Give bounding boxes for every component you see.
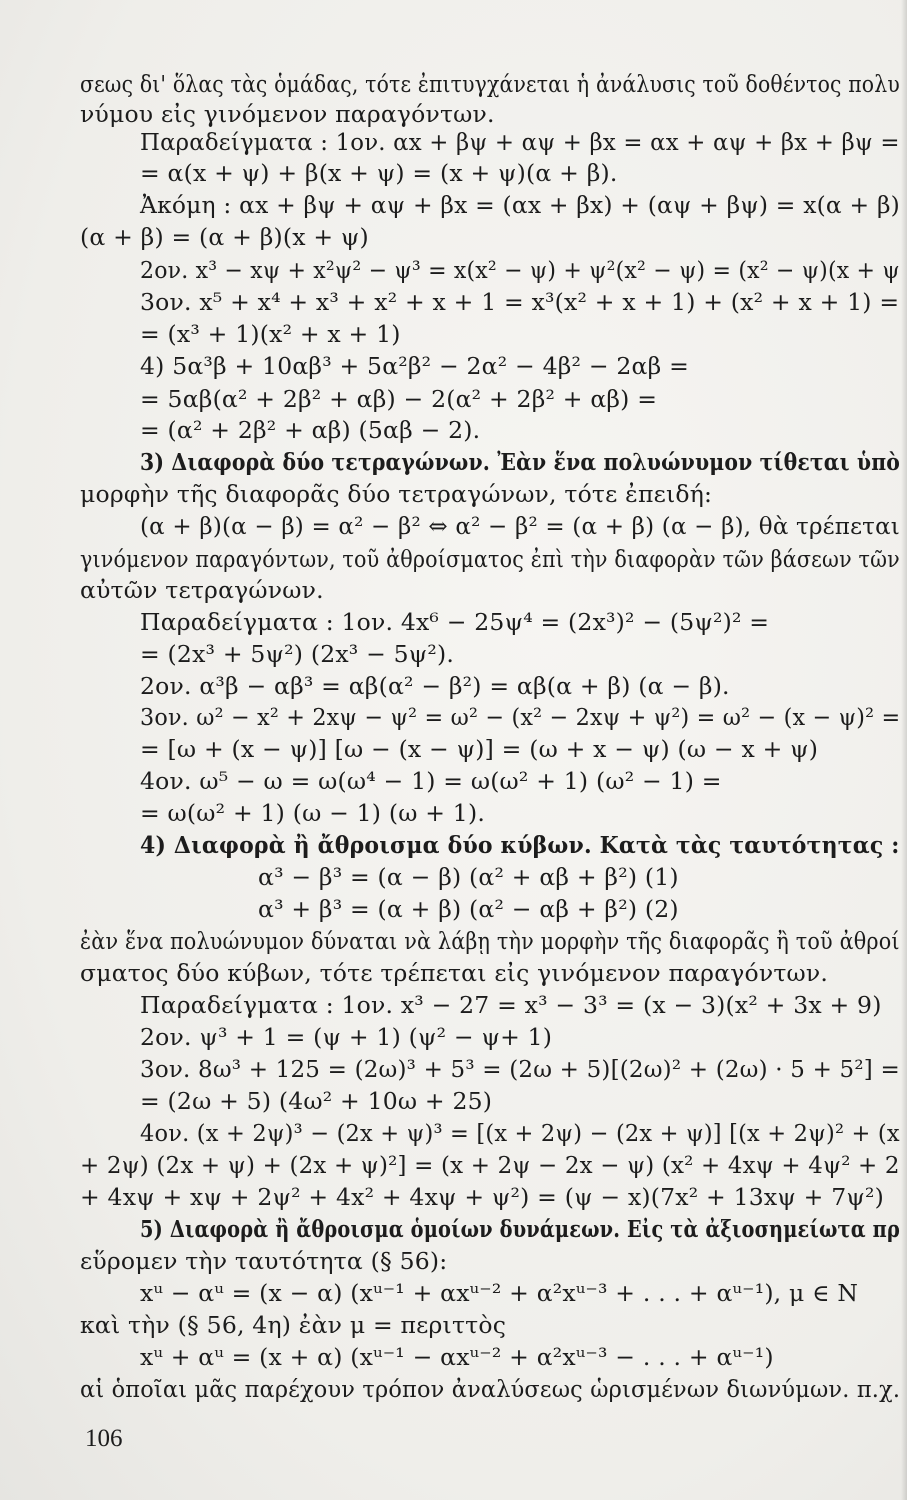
- equation-line: (α + β)(α − β) = α² − β² ⇔ α² − β² = (α + β) (α − β), θὰ τρέπεται: [140, 512, 901, 540]
- equation-line: (α + β) = (α + β)(x + ψ): [80, 223, 369, 251]
- identity-line: xᵘ + αᵘ = (x + α) (xᵘ⁻¹ − αxᵘ⁻² + α²xᵘ⁻³ − . . . + αᵘ⁻¹): [140, 1343, 774, 1371]
- identity-line: α³ − β³ = (α − β) (α² + αβ + β²) (1): [258, 863, 679, 891]
- text-line: ἐὰν ἕνα πολυώνυμον δύναται νὰ λάβῃ τὴν μορφὴν τῆς διαφορᾶς ἢ τοῦ ἀθροί: [80, 927, 900, 955]
- equation-line: = (2ω + 5) (4ω² + 10ω + 25): [140, 1087, 493, 1115]
- text-line: γινόμενον παραγόντων, τοῦ ἀθροίσματος ἐπὶ τὴν διαφορὰν τῶν βάσεων τῶν: [80, 545, 900, 573]
- page-edge-shadow: [901, 0, 907, 1500]
- identity-line: xᵘ − αᵘ = (x − α) (xᵘ⁻¹ + αxᵘ⁻² + α²xᵘ⁻³ + . . . + αᵘ⁻¹), μ ∈ N: [140, 1279, 859, 1307]
- examples-line: Παραδείγματα : 1ον. x³ − 27 = x³ − 3³ = (x − 3)(x² + 3x + 9): [140, 991, 882, 1019]
- equation-line: 2ον. ψ³ + 1 = (ψ + 1) (ψ² − ψ+ 1): [140, 1023, 553, 1051]
- equation-line: 4) 5α³β + 10αβ³ + 5α²β² − 2α² − 4β² − 2αβ =: [140, 352, 689, 380]
- equation-line: Ἀκόμη : αx + βψ + αψ + βx = (αx + βx) + (αψ + βψ) = x(α + β): [140, 191, 900, 219]
- equation-line: = (2x³ + 5ψ²) (2x³ − 5ψ²).: [140, 640, 455, 668]
- text-line: νύμου εἰς γινόμενον παραγόντων.: [80, 100, 495, 128]
- examples-line: Παραδείγματα : 1ον. 4x⁶ − 25ψ⁴ = (2x³)² − (5ψ²)² =: [140, 608, 770, 636]
- page-number: 106: [85, 1425, 123, 1452]
- text-line: σματος δύο κύβων, τότε τρέπεται εἰς γινόμενον παραγόντων.: [80, 959, 829, 987]
- identity-line: α³ + β³ = (α + β) (α² − αβ + β²) (2): [258, 895, 679, 923]
- equation-line: 3ον. ω² − x² + 2xψ − ψ² = ω² − (x² − 2xψ + ψ²) = ω² − (x − ψ)² =: [140, 703, 901, 731]
- text-line: μορφὴν τῆς διαφορᾶς δύο τετραγώνων, τότε ἐπειδή:: [80, 480, 713, 508]
- equation-line: = (x³ + 1)(x² + x + 1): [140, 320, 401, 348]
- equation-line: + 2ψ) (2x + ψ) + (2x + ψ)²] = (x + 2ψ − 2x − ψ) (x² + 4xψ + 4ψ² + 2: [80, 1151, 900, 1179]
- equation-line: 4ον. ω⁵ − ω = ω(ω⁴ − 1) = ω(ω² + 1) (ω² − 1) =: [140, 767, 722, 795]
- equation-line: = ω(ω² + 1) (ω − 1) (ω + 1).: [140, 799, 485, 827]
- equation-line: = (α² + 2β² + αβ) (5αβ − 2).: [140, 416, 481, 444]
- equation-line: = [ω + (x − ψ)] [ω − (x − ψ)] = (ω + x − ψ) (ω − x + ψ): [140, 735, 819, 763]
- text-line: αἱ ὁποῖαι μᾶς παρέχουν τρόπον ἀναλύσεως ὡρισμένων διωνύμων. π.χ.: [80, 1375, 901, 1403]
- text-line: καὶ τὴν (§ 56, 4η) ἐὰν μ = περιττὸς: [80, 1311, 507, 1339]
- section-heading-powers: 5) Διαφορὰ ἢ ἄθροισμα ὁμοίων δυνάμεων. Εἰς τὰ ἀξιοσημείωτα πρ: [140, 1215, 900, 1243]
- equation-line: 3ον. 8ω³ + 125 = (2ω)³ + 5³ = (2ω + 5)[(2ω)² + (2ω) · 5 + 5²] =: [140, 1055, 900, 1083]
- equation-line: = 5αβ(α² + 2β² + αβ) − 2(α² + 2β² + αβ) =: [140, 385, 658, 413]
- text-line: σεως δι' ὅλας τὰς ὁμάδας, τότε ἐπιτυγχάνεται ἡ ἀνάλυσις τοῦ δοθέντος πολυ: [80, 70, 900, 98]
- equation-line: + 4xψ + xψ + 2ψ² + 4x² + 4xψ + ψ²) = (ψ − x)(7x² + 13xψ + 7ψ²): [80, 1183, 884, 1211]
- equation-line: 2ον. α³β − αβ³ = αβ(α² − β²) = αβ(α + β) (α − β).: [140, 672, 730, 700]
- equation-line: 4ον. (x + 2ψ)³ − (2x + ψ)³ = [(x + 2ψ) − (2x + ψ)] [(x + 2ψ)² + (x: [140, 1119, 900, 1147]
- text-line: εὕρομεν τὴν ταυτότητα (§ 56):: [80, 1247, 448, 1275]
- section-heading-difference-of-squares: 3) Διαφορὰ δύο τετραγώνων. Ἐὰν ἕνα πολυώνυμον τίθεται ὑπὸ: [140, 448, 901, 476]
- text-line: αὐτῶν τετραγώνων.: [80, 576, 324, 604]
- equation-line: 2ον. x³ − xψ + x²ψ² − ψ³ = x(x² − ψ) + ψ²(x² − ψ) = (x² − ψ)(x + ψ: [140, 256, 900, 284]
- section-heading-cubes: 4) Διαφορὰ ἢ ἄθροισμα δύο κύβων. Κατὰ τὰς ταυτότητας :: [140, 831, 900, 859]
- examples-line: Παραδείγματα : 1ον. αx + βψ + αψ + βx = αx + αψ + βx + βψ =: [140, 128, 900, 156]
- equation-line: 3ον. x⁵ + x⁴ + x³ + x² + x + 1 = x³(x² + x + 1) + (x² + x + 1) =: [140, 288, 900, 316]
- equation-line: = α(x + ψ) + β(x + ψ) = (x + ψ)(α + β).: [140, 159, 618, 187]
